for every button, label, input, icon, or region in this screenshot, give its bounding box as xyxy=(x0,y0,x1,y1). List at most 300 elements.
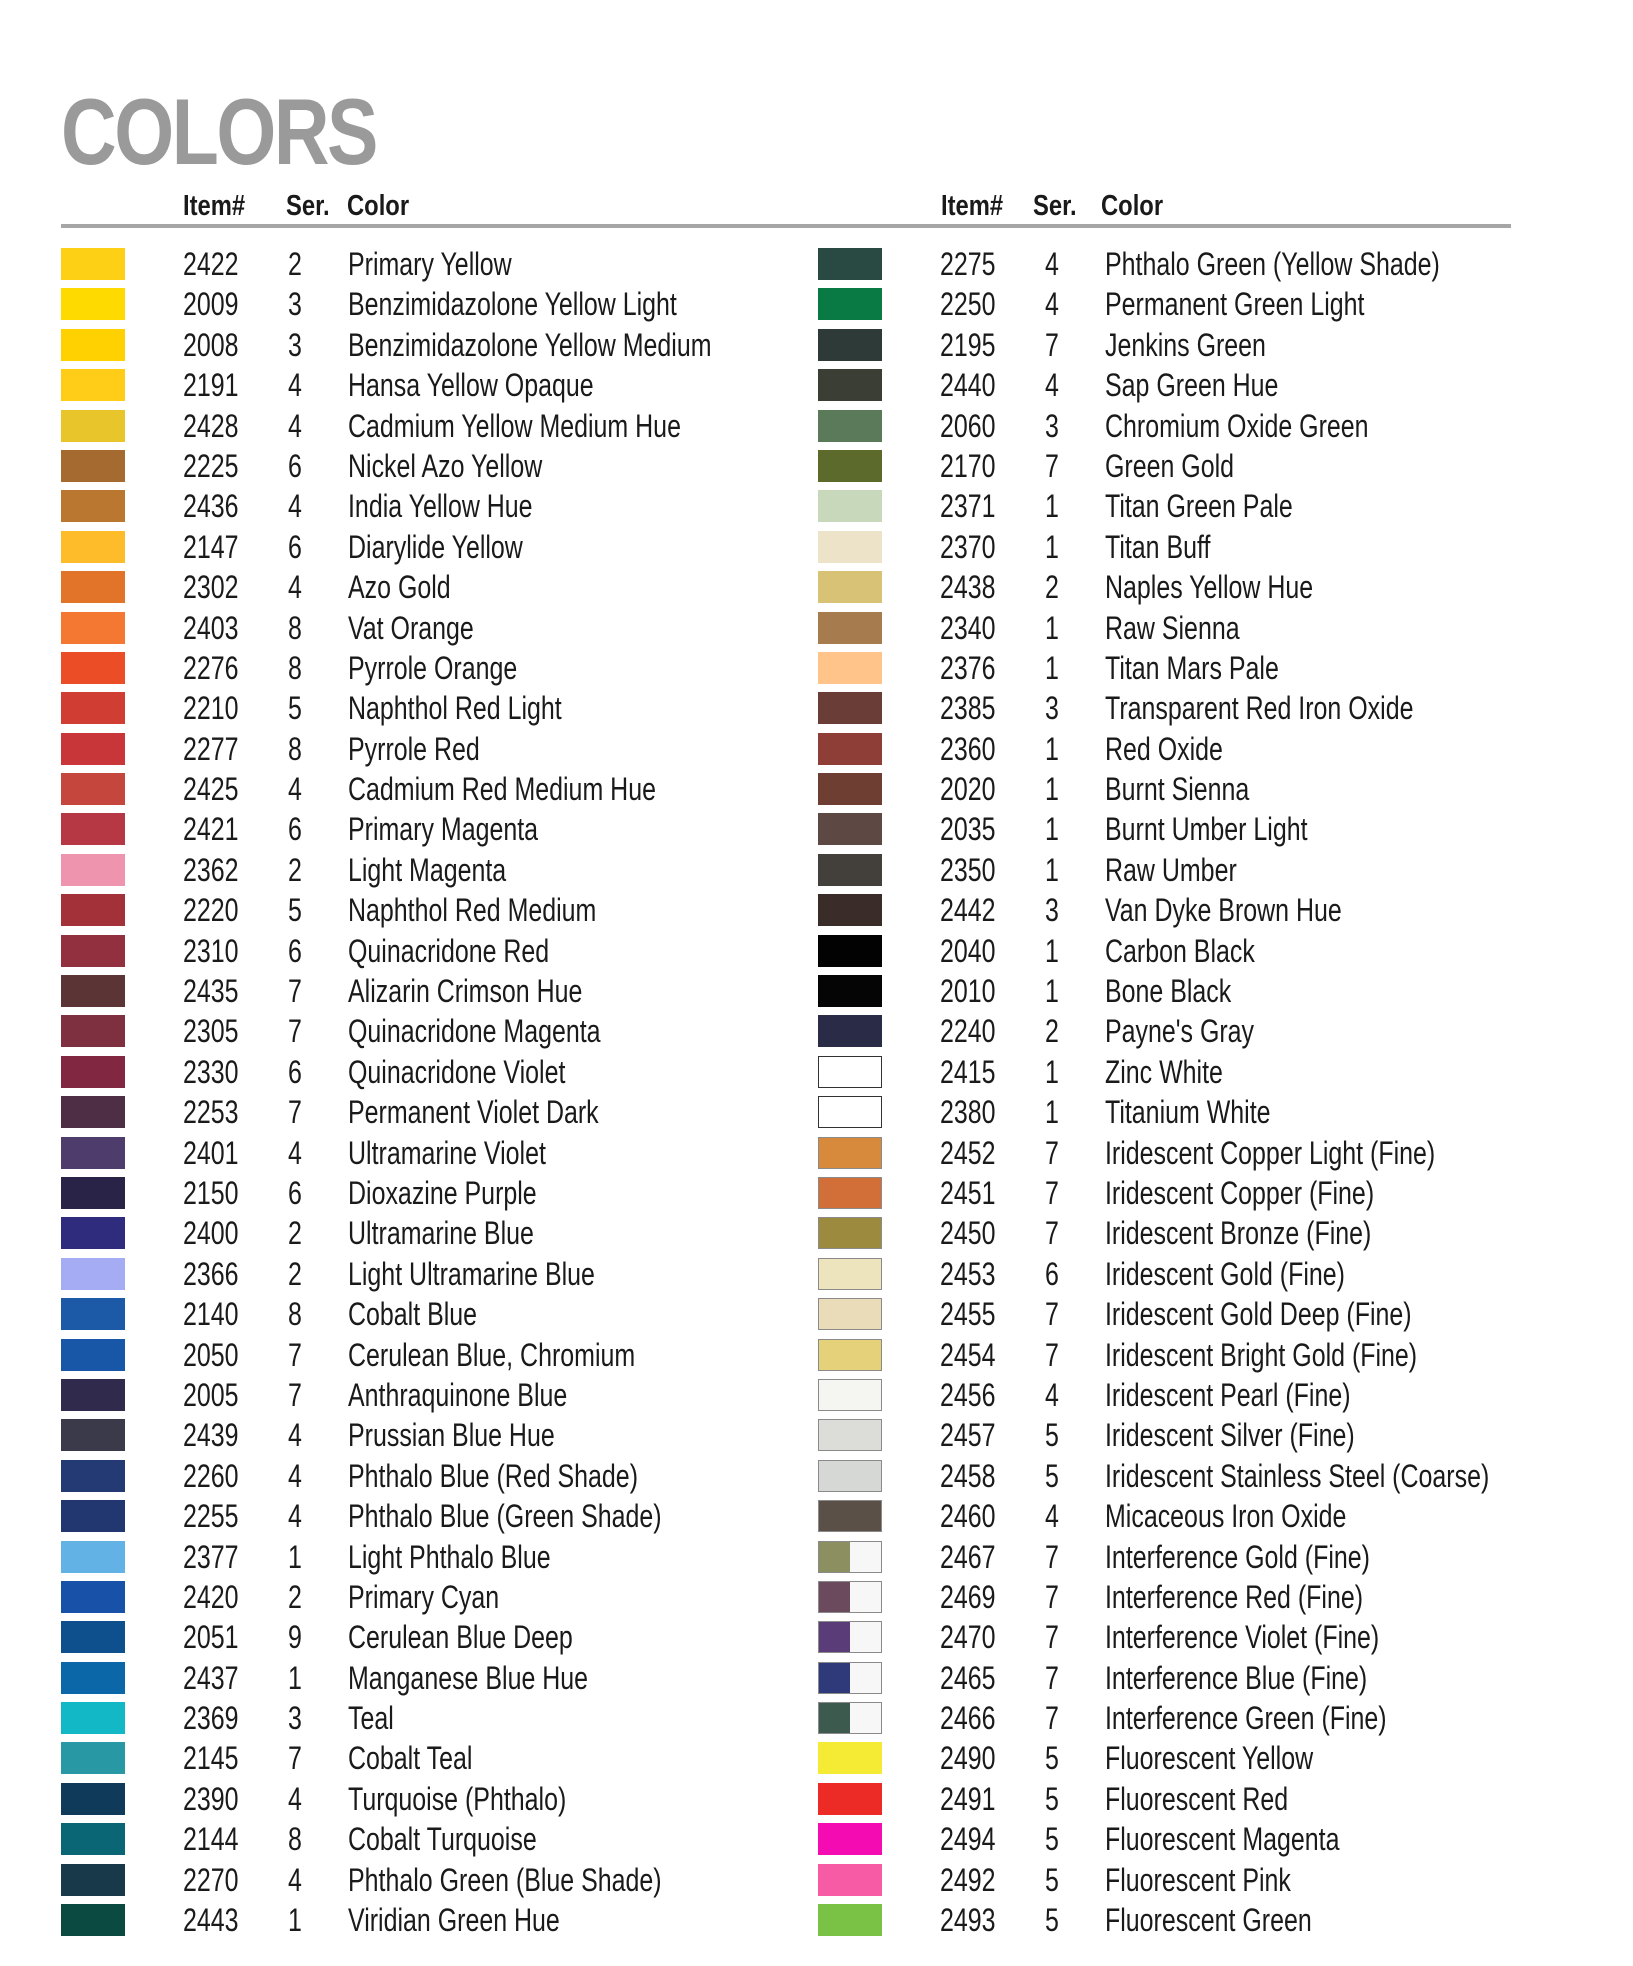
color-row xyxy=(61,1900,801,1940)
series-number: 7 xyxy=(288,1740,302,1777)
item-number: 2439 xyxy=(183,1417,239,1454)
color-row xyxy=(61,567,801,607)
color-row xyxy=(61,1092,801,1132)
color-name: Nickel Azo Yellow xyxy=(348,447,543,484)
color-name: Fluorescent Magenta xyxy=(1105,1821,1340,1858)
color-swatch xyxy=(61,1177,125,1209)
color-name: Prussian Blue Hue xyxy=(348,1417,555,1454)
color-swatch xyxy=(61,733,125,765)
color-row xyxy=(61,1375,801,1415)
color-swatch xyxy=(61,612,125,644)
color-name: Hansa Yellow Opaque xyxy=(348,367,594,404)
color-swatch xyxy=(818,1904,882,1936)
item-number: 2008 xyxy=(183,326,239,363)
color-swatch xyxy=(61,1702,125,1734)
color-row xyxy=(61,890,801,930)
color-row xyxy=(61,1738,801,1778)
color-swatch xyxy=(818,692,882,724)
series-number: 5 xyxy=(1045,1417,1059,1454)
color-swatch xyxy=(61,1379,125,1411)
item-number: 2467 xyxy=(940,1538,996,1575)
color-swatch xyxy=(818,773,882,805)
color-swatch xyxy=(818,1419,882,1451)
right-header-color: Color xyxy=(1101,190,1164,222)
color-row xyxy=(61,446,801,486)
color-swatch xyxy=(818,1096,882,1128)
item-number: 2330 xyxy=(183,1053,239,1090)
color-swatch xyxy=(818,1460,882,1492)
color-row xyxy=(818,608,1558,648)
item-number: 2403 xyxy=(183,609,239,646)
color-row xyxy=(818,406,1558,446)
color-swatch xyxy=(61,1823,125,1855)
color-row xyxy=(818,1698,1558,1738)
color-swatch xyxy=(818,1379,882,1411)
color-swatch xyxy=(818,935,882,967)
item-number: 2440 xyxy=(940,367,996,404)
color-swatch xyxy=(61,490,125,522)
item-number: 2369 xyxy=(183,1700,239,1737)
series-number: 1 xyxy=(1045,528,1059,565)
item-number: 2195 xyxy=(940,326,996,363)
item-number: 2340 xyxy=(940,609,996,646)
color-name: Dioxazine Purple xyxy=(348,1174,537,1211)
color-name: Fluorescent Yellow xyxy=(1105,1740,1314,1777)
color-row xyxy=(818,1900,1558,1940)
item-number: 2010 xyxy=(940,973,996,1010)
color-row xyxy=(818,648,1558,688)
series-number: 2 xyxy=(288,1255,302,1292)
item-number: 2425 xyxy=(183,771,239,808)
series-number: 4 xyxy=(288,1861,302,1898)
series-number: 3 xyxy=(1045,892,1059,929)
color-swatch xyxy=(61,773,125,805)
color-swatch xyxy=(61,450,125,482)
series-number: 5 xyxy=(1045,1780,1059,1817)
color-name: Pyrrole Orange xyxy=(348,649,518,686)
color-swatch xyxy=(61,854,125,886)
item-number: 2492 xyxy=(940,1861,996,1898)
color-swatch xyxy=(61,1783,125,1815)
color-swatch xyxy=(61,1298,125,1330)
color-name: Ultramarine Blue xyxy=(348,1215,534,1252)
item-number: 2466 xyxy=(940,1700,996,1737)
item-number: 2225 xyxy=(183,447,239,484)
color-name: Iridescent Gold Deep (Fine) xyxy=(1105,1296,1412,1333)
item-number: 2428 xyxy=(183,407,239,444)
series-number: 7 xyxy=(1045,447,1059,484)
page-title: COLORS xyxy=(61,79,376,184)
color-swatch xyxy=(61,1500,125,1532)
series-number: 3 xyxy=(1045,690,1059,727)
color-row xyxy=(818,1658,1558,1698)
item-number: 2191 xyxy=(183,367,239,404)
color-row xyxy=(61,406,801,446)
item-number: 2451 xyxy=(940,1174,996,1211)
color-name: Iridescent Bright Gold (Fine) xyxy=(1105,1336,1418,1373)
series-number: 2 xyxy=(288,851,302,888)
color-swatch xyxy=(61,1662,125,1694)
color-name: Pyrrole Red xyxy=(348,730,480,767)
series-number: 2 xyxy=(288,246,302,282)
color-swatch xyxy=(818,1783,882,1815)
series-number: 1 xyxy=(288,1659,302,1696)
color-name: Permanent Green Light xyxy=(1105,286,1365,323)
color-swatch xyxy=(818,1581,882,1613)
color-name: Manganese Blue Hue xyxy=(348,1659,589,1696)
left-color-column xyxy=(61,244,801,1944)
color-name: Cadmium Red Medium Hue xyxy=(348,771,656,808)
color-row xyxy=(61,1698,801,1738)
color-name: Chromium Oxide Green xyxy=(1105,407,1369,444)
color-swatch xyxy=(818,1258,882,1290)
series-number: 4 xyxy=(288,1457,302,1494)
color-swatch xyxy=(818,1500,882,1532)
item-number: 2390 xyxy=(183,1780,239,1817)
color-name: Cerulean Blue Deep xyxy=(348,1619,573,1656)
color-swatch xyxy=(818,1217,882,1249)
series-number: 4 xyxy=(288,1417,302,1454)
color-swatch xyxy=(818,1015,882,1047)
color-name: Primary Magenta xyxy=(348,811,539,848)
series-number: 7 xyxy=(1045,1700,1059,1737)
color-name: Teal xyxy=(348,1700,394,1737)
series-number: 5 xyxy=(1045,1457,1059,1494)
item-number: 2270 xyxy=(183,1861,239,1898)
color-swatch xyxy=(818,531,882,563)
color-swatch xyxy=(818,1621,882,1653)
color-row xyxy=(818,1496,1558,1536)
series-number: 4 xyxy=(1045,1376,1059,1413)
color-name: Cadmium Yellow Medium Hue xyxy=(348,407,681,444)
item-number: 2144 xyxy=(183,1821,239,1858)
color-swatch xyxy=(818,1541,882,1573)
color-name: Interference Green (Fine) xyxy=(1105,1700,1387,1737)
color-name: Iridescent Pearl (Fine) xyxy=(1105,1376,1351,1413)
color-row xyxy=(61,1779,801,1819)
color-swatch xyxy=(61,1339,125,1371)
color-row xyxy=(61,1617,801,1657)
color-name: Phthalo Blue (Green Shade) xyxy=(348,1498,662,1535)
color-row xyxy=(818,1779,1558,1819)
item-number: 2005 xyxy=(183,1376,239,1413)
item-number: 2370 xyxy=(940,528,996,565)
color-swatch xyxy=(61,369,125,401)
series-number: 4 xyxy=(288,771,302,808)
color-row xyxy=(818,244,1558,284)
color-name: Benzimidazolone Yellow Light xyxy=(348,286,677,323)
series-number: 7 xyxy=(288,1376,302,1413)
color-swatch xyxy=(61,975,125,1007)
color-row xyxy=(61,1011,801,1051)
color-swatch xyxy=(818,894,882,926)
color-swatch xyxy=(818,288,882,320)
series-number: 3 xyxy=(288,1700,302,1737)
color-name: Fluorescent Red xyxy=(1105,1780,1289,1817)
item-number: 2458 xyxy=(940,1457,996,1494)
color-swatch xyxy=(61,1217,125,1249)
color-row xyxy=(61,648,801,688)
color-row xyxy=(818,527,1558,567)
item-number: 2421 xyxy=(183,811,239,848)
color-name: Iridescent Stainless Steel (Coarse) xyxy=(1105,1457,1490,1494)
color-row xyxy=(818,809,1558,849)
color-swatch xyxy=(61,1460,125,1492)
color-name: Cobalt Turquoise xyxy=(348,1821,537,1858)
color-row xyxy=(818,890,1558,930)
color-name: Interference Red (Fine) xyxy=(1105,1578,1364,1615)
color-row xyxy=(818,1860,1558,1900)
color-swatch xyxy=(818,329,882,361)
right-header-item: Item# xyxy=(941,190,1004,222)
series-number: 7 xyxy=(1045,1134,1059,1171)
color-row xyxy=(61,325,801,365)
series-number: 8 xyxy=(288,1821,302,1858)
color-swatch xyxy=(818,1056,882,1088)
series-number: 1 xyxy=(1045,932,1059,969)
color-swatch xyxy=(818,1662,882,1694)
left-header-series: Ser. xyxy=(286,190,330,222)
series-number: 6 xyxy=(288,447,302,484)
color-name: Light Ultramarine Blue xyxy=(348,1255,595,1292)
series-number: 2 xyxy=(1045,569,1059,606)
series-number: 3 xyxy=(288,326,302,363)
item-number: 2376 xyxy=(940,649,996,686)
color-swatch xyxy=(818,369,882,401)
series-number: 6 xyxy=(288,1174,302,1211)
item-number: 2437 xyxy=(183,1659,239,1696)
color-row xyxy=(61,1213,801,1253)
color-name: Phthalo Green (Blue Shade) xyxy=(348,1861,662,1898)
item-number: 2443 xyxy=(183,1902,239,1939)
series-number: 1 xyxy=(1045,609,1059,646)
right-header-series: Ser. xyxy=(1033,190,1077,222)
item-number: 2453 xyxy=(940,1255,996,1292)
color-swatch xyxy=(818,571,882,603)
color-name: Carbon Black xyxy=(1105,932,1255,969)
color-row xyxy=(818,1819,1558,1859)
series-number: 1 xyxy=(288,1902,302,1939)
item-number: 2366 xyxy=(183,1255,239,1292)
series-number: 4 xyxy=(1045,286,1059,323)
series-number: 7 xyxy=(1045,1296,1059,1333)
color-row xyxy=(818,567,1558,607)
series-number: 8 xyxy=(288,649,302,686)
color-row xyxy=(61,1173,801,1213)
color-name: Phthalo Blue (Red Shade) xyxy=(348,1457,639,1494)
color-swatch xyxy=(61,329,125,361)
color-name: Titan Mars Pale xyxy=(1105,649,1279,686)
series-number: 7 xyxy=(288,1094,302,1131)
color-row xyxy=(61,1537,801,1577)
item-number: 2456 xyxy=(940,1376,996,1413)
color-row xyxy=(818,365,1558,405)
color-row xyxy=(61,1335,801,1375)
series-number: 1 xyxy=(1045,649,1059,686)
color-row xyxy=(818,1173,1558,1213)
left-header-item: Item# xyxy=(183,190,246,222)
series-number: 4 xyxy=(288,1134,302,1171)
color-swatch xyxy=(61,894,125,926)
series-number: 4 xyxy=(288,1498,302,1535)
color-swatch xyxy=(818,1137,882,1169)
color-swatch xyxy=(61,1621,125,1653)
color-swatch xyxy=(61,1056,125,1088)
color-row xyxy=(818,284,1558,324)
color-name: Diarylide Yellow xyxy=(348,528,523,565)
item-number: 2450 xyxy=(940,1215,996,1252)
color-row xyxy=(818,1294,1558,1334)
series-number: 4 xyxy=(288,367,302,404)
color-name: Iridescent Copper (Fine) xyxy=(1105,1174,1375,1211)
series-number: 6 xyxy=(288,528,302,565)
color-name: Azo Gold xyxy=(348,569,451,606)
color-swatch xyxy=(61,1419,125,1451)
item-number: 2253 xyxy=(183,1094,239,1131)
color-name: Interference Gold (Fine) xyxy=(1105,1538,1370,1575)
color-row xyxy=(61,486,801,526)
item-number: 2035 xyxy=(940,811,996,848)
item-number: 2040 xyxy=(940,932,996,969)
item-number: 2493 xyxy=(940,1902,996,1939)
color-row xyxy=(61,769,801,809)
color-name: Quinacridone Violet xyxy=(348,1053,566,1090)
item-number: 2460 xyxy=(940,1498,996,1535)
color-name: Cobalt Blue xyxy=(348,1296,478,1333)
color-name: Primary Yellow xyxy=(348,246,512,282)
series-number: 4 xyxy=(1045,246,1059,282)
series-number: 7 xyxy=(288,1336,302,1373)
color-row xyxy=(61,1254,801,1294)
color-row xyxy=(61,527,801,567)
color-name: Van Dyke Brown Hue xyxy=(1105,892,1342,929)
color-name: Sap Green Hue xyxy=(1105,367,1279,404)
item-number: 2442 xyxy=(940,892,996,929)
item-number: 2415 xyxy=(940,1053,996,1090)
color-row xyxy=(818,931,1558,971)
color-row xyxy=(818,850,1558,890)
color-swatch xyxy=(61,288,125,320)
color-name: Green Gold xyxy=(1105,447,1235,484)
item-number: 2302 xyxy=(183,569,239,606)
color-name: Phthalo Green (Yellow Shade) xyxy=(1105,246,1440,282)
item-number: 2210 xyxy=(183,690,239,727)
color-swatch xyxy=(61,1864,125,1896)
color-row xyxy=(61,850,801,890)
color-swatch xyxy=(818,1702,882,1734)
color-row xyxy=(818,1335,1558,1375)
color-swatch xyxy=(818,1298,882,1330)
color-row xyxy=(818,769,1558,809)
series-number: 8 xyxy=(288,1296,302,1333)
series-number: 7 xyxy=(1045,1619,1059,1656)
series-number: 1 xyxy=(1045,973,1059,1010)
item-number: 2360 xyxy=(940,730,996,767)
color-name: Raw Sienna xyxy=(1105,609,1240,646)
color-row xyxy=(818,1011,1558,1051)
color-row xyxy=(61,1860,801,1900)
series-number: 7 xyxy=(1045,1174,1059,1211)
item-number: 2422 xyxy=(183,246,239,282)
item-number: 2060 xyxy=(940,407,996,444)
color-row xyxy=(818,1537,1558,1577)
series-number: 5 xyxy=(1045,1821,1059,1858)
color-row xyxy=(61,1415,801,1455)
color-swatch xyxy=(61,1541,125,1573)
color-swatch xyxy=(818,450,882,482)
color-name: Viridian Green Hue xyxy=(348,1902,560,1939)
color-row xyxy=(818,1052,1558,1092)
item-number: 2465 xyxy=(940,1659,996,1696)
color-name: Turquoise (Phthalo) xyxy=(348,1780,567,1817)
left-header-color: Color xyxy=(347,190,410,222)
color-row xyxy=(818,486,1558,526)
color-swatch xyxy=(61,1096,125,1128)
series-number: 3 xyxy=(288,286,302,323)
color-row xyxy=(61,1052,801,1092)
color-swatch xyxy=(818,733,882,765)
series-number: 9 xyxy=(288,1619,302,1656)
color-row xyxy=(61,1496,801,1536)
color-row xyxy=(818,1133,1558,1173)
color-name: Iridescent Silver (Fine) xyxy=(1105,1417,1355,1454)
series-number: 2 xyxy=(1045,1013,1059,1050)
item-number: 2050 xyxy=(183,1336,239,1373)
color-name: Naphthol Red Medium xyxy=(348,892,597,929)
color-swatch xyxy=(818,854,882,886)
color-name: Transparent Red Iron Oxide xyxy=(1105,690,1414,727)
item-number: 2420 xyxy=(183,1578,239,1615)
item-number: 2255 xyxy=(183,1498,239,1535)
series-number: 8 xyxy=(288,609,302,646)
color-swatch xyxy=(818,1823,882,1855)
series-number: 4 xyxy=(288,488,302,525)
item-number: 2377 xyxy=(183,1538,239,1575)
series-number: 2 xyxy=(288,1578,302,1615)
item-number: 2170 xyxy=(940,447,996,484)
color-swatch xyxy=(818,652,882,684)
color-row xyxy=(818,1092,1558,1132)
color-name: Benzimidazolone Yellow Medium xyxy=(348,326,712,363)
color-swatch xyxy=(61,410,125,442)
series-number: 7 xyxy=(1045,326,1059,363)
color-row xyxy=(61,284,801,324)
item-number: 2454 xyxy=(940,1336,996,1373)
color-swatch xyxy=(818,975,882,1007)
color-name: Red Oxide xyxy=(1105,730,1223,767)
series-number: 5 xyxy=(1045,1861,1059,1898)
color-name: Titan Green Pale xyxy=(1105,488,1293,525)
color-row xyxy=(61,971,801,1011)
series-number: 1 xyxy=(1045,1053,1059,1090)
item-number: 2385 xyxy=(940,690,996,727)
color-name: Light Phthalo Blue xyxy=(348,1538,551,1575)
color-row xyxy=(818,688,1558,728)
color-name: Interference Violet (Fine) xyxy=(1105,1619,1380,1656)
item-number: 2150 xyxy=(183,1174,239,1211)
color-swatch xyxy=(818,248,882,280)
item-number: 2491 xyxy=(940,1780,996,1817)
series-number: 2 xyxy=(288,1215,302,1252)
right-color-column xyxy=(818,244,1558,1944)
item-number: 2051 xyxy=(183,1619,239,1656)
item-number: 2380 xyxy=(940,1094,996,1131)
color-name: Payne's Gray xyxy=(1105,1013,1255,1050)
series-number: 1 xyxy=(288,1538,302,1575)
color-swatch xyxy=(818,1177,882,1209)
item-number: 2371 xyxy=(940,488,996,525)
color-row xyxy=(818,1254,1558,1294)
